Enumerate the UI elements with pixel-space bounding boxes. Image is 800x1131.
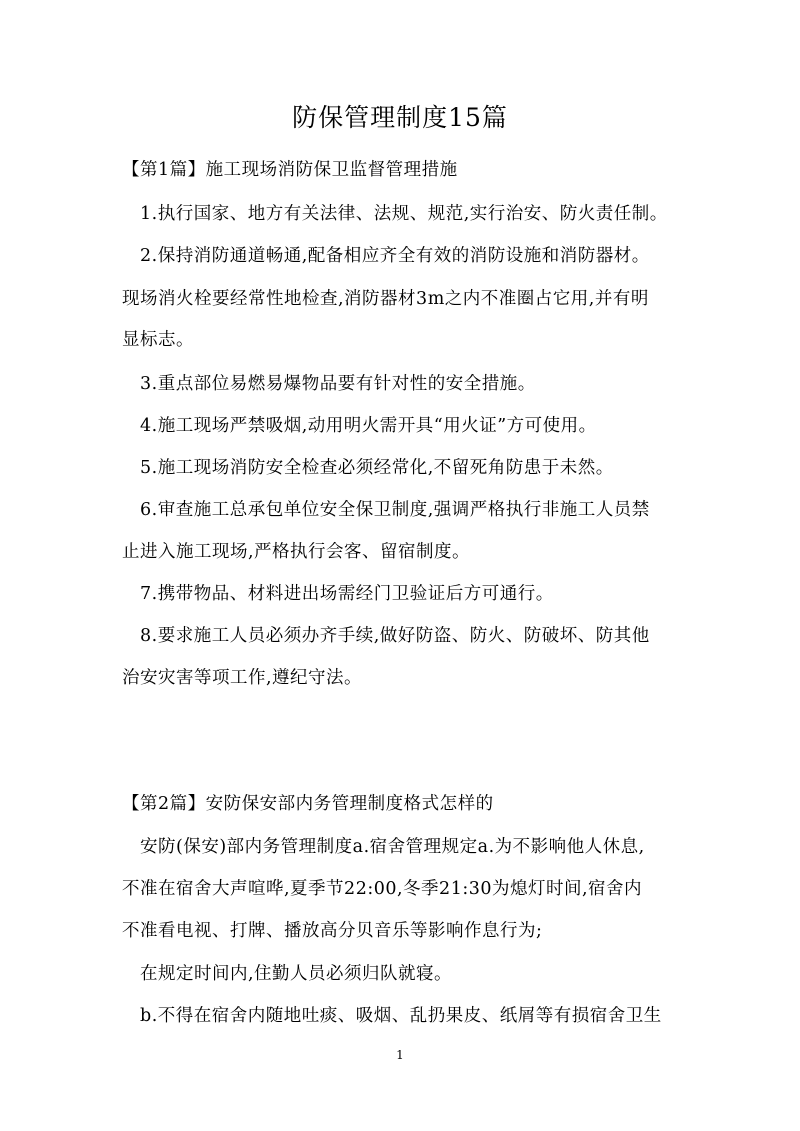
section-1-line: 2.保持消防通道畅通,配备相应齐全有效的消防设施和消防器材。	[140, 246, 650, 266]
section-1-line: 止进入施工现场,严格执行会客、留宿制度。	[122, 542, 471, 562]
section-1-line: 5.施工现场消防安全检查必须经常化,不留死角防患于未然。	[140, 458, 614, 478]
section-1-line: 治安灾害等项工作,遵纪守法。	[122, 668, 363, 688]
section-1-line: 显标志。	[122, 330, 194, 350]
section-2-line: 不准看电视、打牌、播放高分贝音乐等影响作息行为;	[122, 921, 543, 941]
section-1-line: 8.要求施工人员必须办齐手续,做好防盗、防火、防破坏、防其他	[140, 626, 650, 646]
section-1-line: 4.施工现场严禁吸烟,动用明火需开具“用火证”方可使用。	[140, 416, 597, 436]
section-2-line: b.不得在宿舍内随地吐痰、吸烟、乱扔果皮、纸屑等有损宿舍卫生	[140, 1006, 662, 1026]
section-1-heading: 【第1篇】施工现场消防保卫监督管理措施	[122, 160, 458, 180]
page-number: 1	[396, 1048, 404, 1062]
page-title: 防保管理制度15篇	[292, 103, 508, 132]
section-1-line: 1.执行国家、地方有关法律、法规、规范,实行治安、防火责任制。	[140, 204, 668, 224]
section-1-line: 现场消火栓要经常性地检查,消防器材3m之内不准圈占它用,并有明	[122, 289, 649, 309]
section-1-line: 6.审查施工总承包单位安全保卫制度,强调严格执行非施工人员禁	[140, 500, 650, 520]
section-2-line: 不准在宿舍大声喧哗,夏季节22:00,冬季21:30为熄灯时间,宿舍内	[122, 879, 643, 899]
section-1-line: 7.携带物品、材料进出场需经门卫验证后方可通行。	[140, 584, 554, 604]
section-2-heading: 【第2篇】安防保安部内务管理制度格式怎样的	[122, 794, 494, 814]
section-2-line: 安防(保安)部内务管理制度a.宿舍管理规定a.为不影响他人休息,	[140, 837, 645, 857]
section-2-line: 在规定时间内,住勤人员必须归队就寝。	[140, 964, 453, 984]
section-1-line: 3.重点部位易燃易爆物品要有针对性的安全措施。	[140, 374, 536, 394]
